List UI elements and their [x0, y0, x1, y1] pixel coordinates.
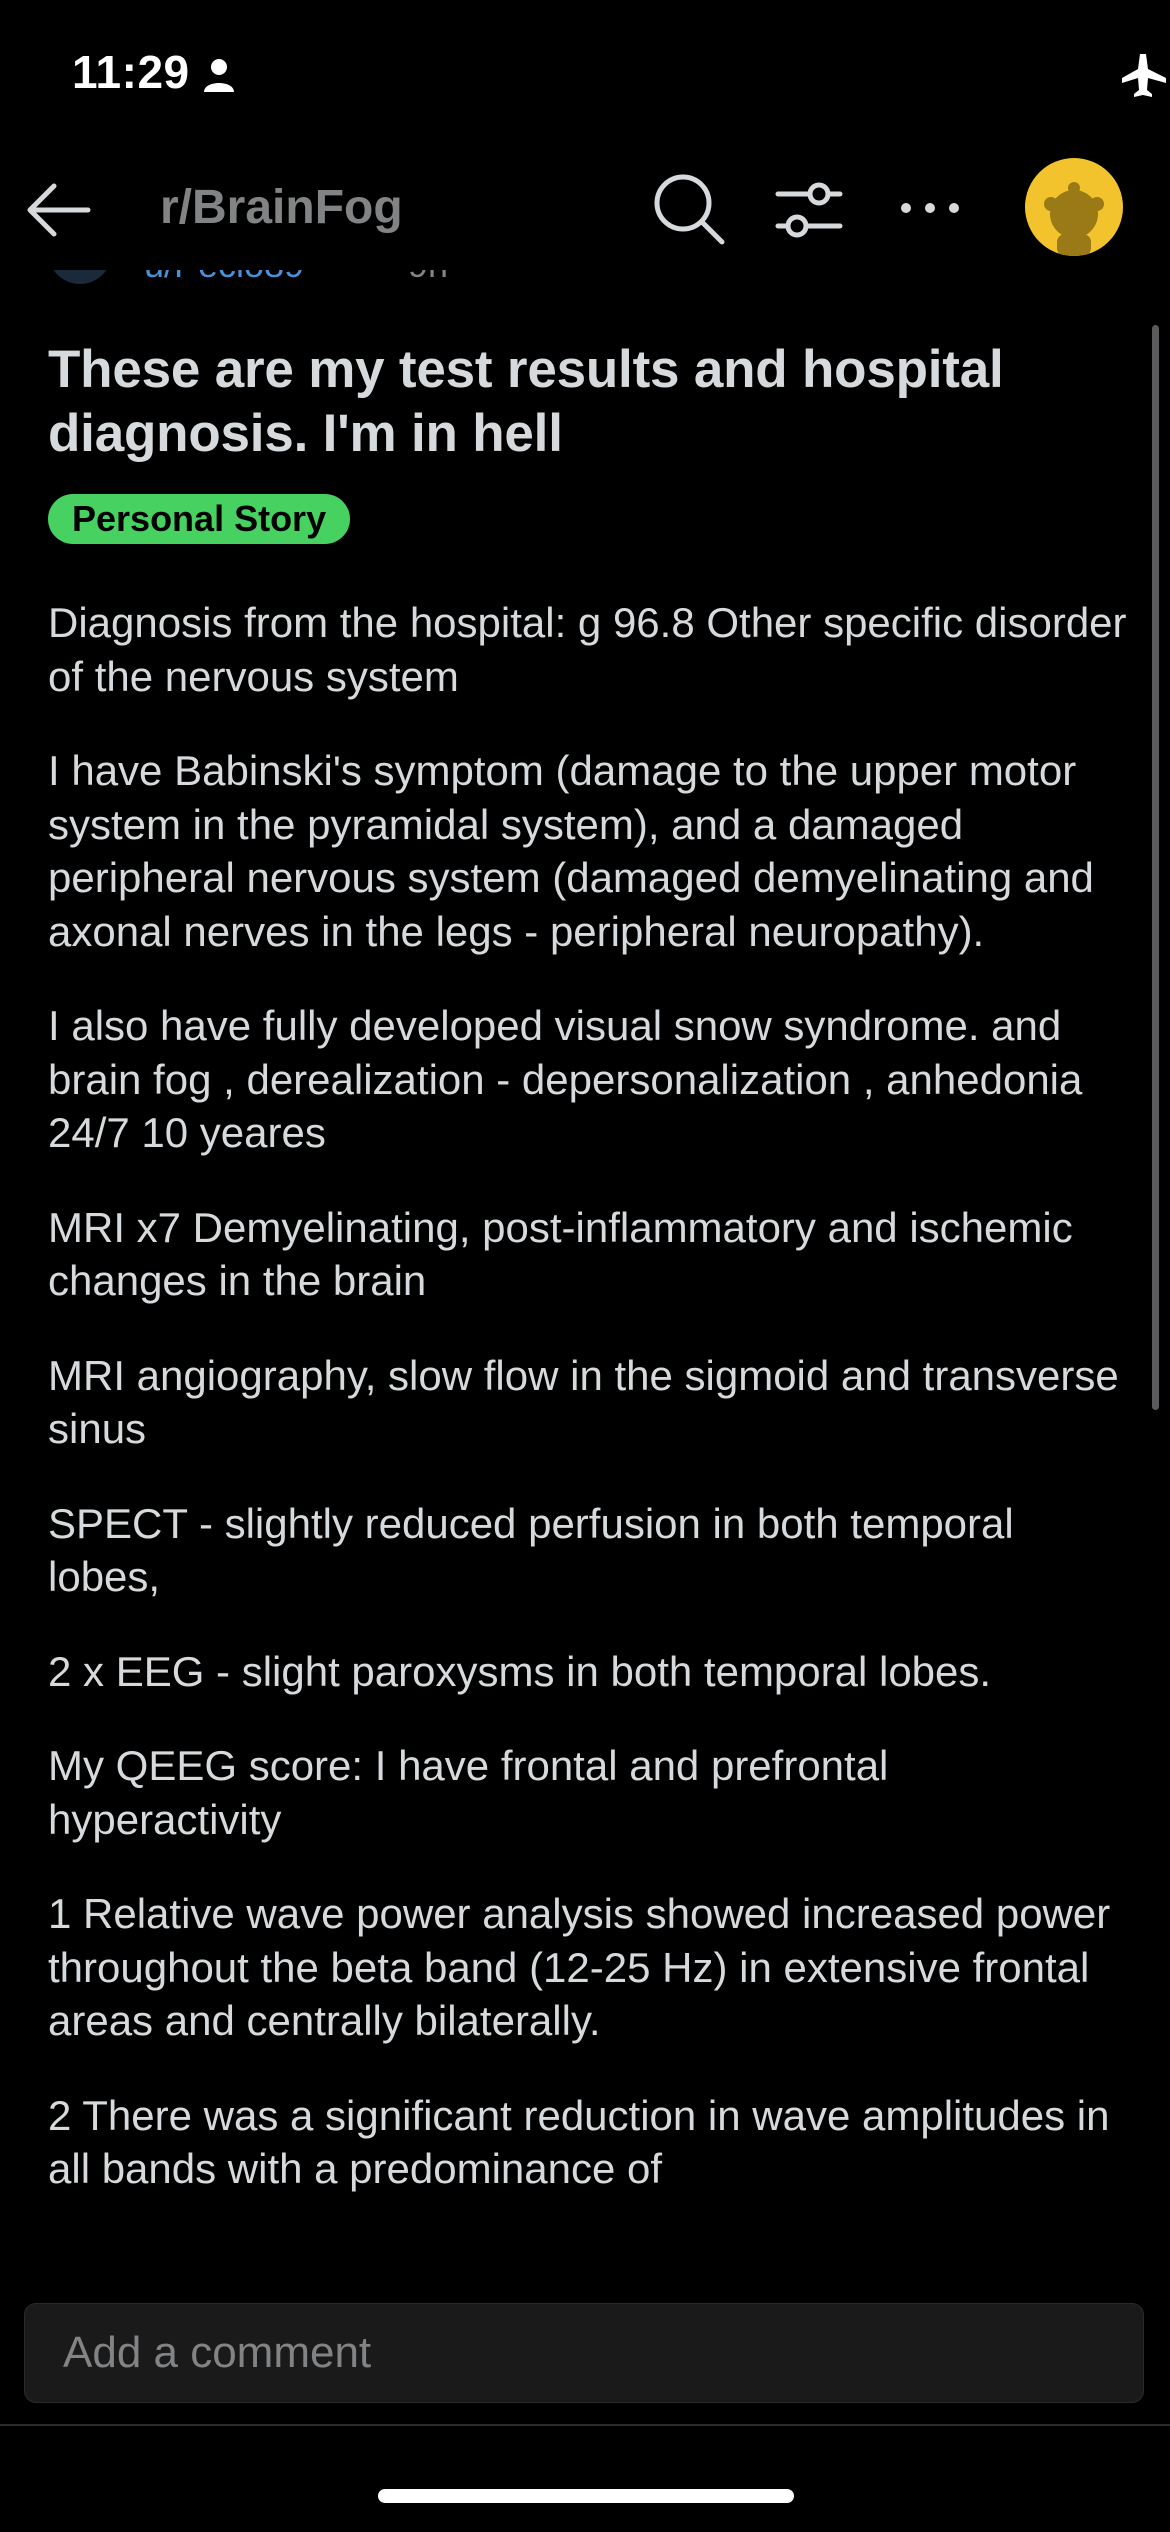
home-indicator[interactable]	[378, 2489, 794, 2503]
post-paragraph: Diagnosis from the hospital: g 96.8 Other specific disorder of the nervous system	[48, 599, 1127, 700]
post-title: These are my test results and hospital diagnosis. I'm in hell	[48, 340, 1004, 463]
post-paragraph: MRI angiography, slow flow in the sigmoid and transverse sinus	[48, 1351, 1119, 1452]
status-time: 11:29	[72, 46, 190, 98]
scrollbar[interactable]	[1152, 325, 1159, 1410]
status-bar	[0, 0, 1170, 150]
bottom-divider	[0, 2424, 1170, 2426]
post-paragraph: I also have fully developed visual snow syndrome. and brain fog , derealization - depersonalization , anhedonia 24/7 10 yeares	[48, 1002, 1083, 1156]
post-flair[interactable]: Personal Story	[48, 494, 350, 544]
back-arrow-icon[interactable]	[22, 174, 94, 246]
top-nav-bar	[0, 150, 1170, 270]
airplane-icon	[1120, 52, 1168, 98]
user-avatar[interactable]	[1025, 158, 1123, 256]
post-paragraph: 2 There was a significant reduction in wave amplitudes in all bands with a predominance of	[48, 2091, 1110, 2192]
snoo-avatar-icon	[1025, 158, 1123, 256]
post-content	[48, 338, 1128, 2237]
post-paragraph: 1 Relative wave power analysis showed increased power throughout the beta band (12-25 Hz) in extensive frontal areas and centrally bilaterally.	[48, 1890, 1111, 2044]
subreddit-title[interactable]: r/BrainFog	[160, 181, 403, 234]
post-paragraph: I have Babinski's symptom (damage to the upper motor system in the pyramidal system), and a damaged peripheral nervous system (damaged demyelinating and axonal nerves in the legs - peripheral neuropathy).	[48, 747, 1094, 955]
add-comment-input[interactable]: Add a comment	[24, 2303, 1144, 2403]
more-options-icon[interactable]	[894, 172, 966, 244]
search-icon[interactable]	[650, 170, 728, 248]
post-paragraph: SPECT - slightly reduced perfusion in both temporal lobes,	[48, 1499, 1014, 1600]
post-paragraph: My QEEG score: I have frontal and prefrontal hyperactivity	[48, 1742, 889, 1843]
comment-bar	[0, 2278, 1170, 2428]
post-body	[48, 596, 1128, 2196]
post-paragraph: 2 x EEG - slight paroxysms in both temporal lobes.	[48, 1647, 992, 1695]
filter-icon[interactable]	[770, 172, 846, 248]
person-icon	[202, 58, 236, 92]
post-paragraph: MRI x7 Demyelinating, post-inflammatory and ischemic changes in the brain	[48, 1203, 1073, 1304]
